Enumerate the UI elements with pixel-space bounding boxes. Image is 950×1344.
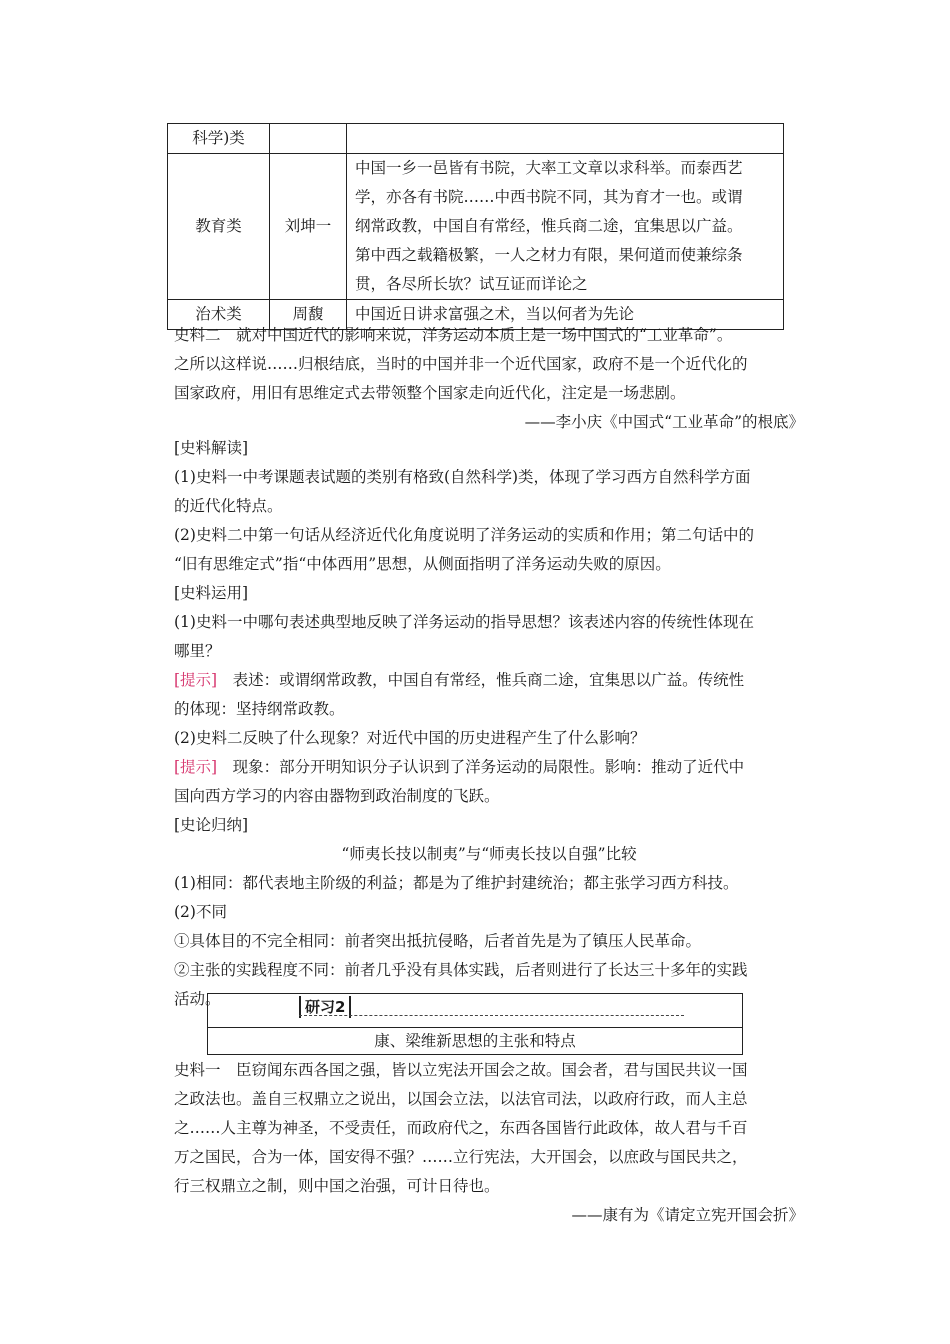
content-cell [347,154,784,300]
content-line: 纲常政教，中国自有常经，惟兵商二途，宜集思以广益。 [355,217,743,235]
paragraph-line: (2)不同 [174,903,227,921]
interpretation-section [174,434,804,579]
category-cell: 治术类 [168,300,270,330]
answer-line: [提示] 现象：部分开明知识分子认识到了洋务运动的局限性。影响：推动了近代中 [174,758,745,776]
paragraph-line: 国家政府，用旧有思维定式去带领整个国家走向近代化，注定是一场悲剧。 [174,384,686,402]
dashed-rule [299,1015,684,1016]
study-tag: 研习2 [299,996,351,1018]
content-line: 贯，各尽所长欤？试互证而详论之 [355,275,588,293]
section-heading: [史料运用] [174,584,249,602]
section-heading: [史论归纳] [174,816,249,834]
paragraph-line: (1)史料一中考课题表试题的类别有格致(自然科学)类，体现了学习西方自然科学方面 [174,468,751,486]
content-line: 学，亦各有书院……中西书院不同，其为育才一也。或谓 [355,188,743,206]
question-line: (2)史料二反映了什么现象？对近代中国的历史进程产生了什么影响？ [174,729,646,747]
paragraph-line: ①具体目的不完全相同：前者突出抵抗侵略，后者首先是为了镇压人民革命。 [174,932,702,950]
paragraph-line: (1)相同：都代表地主阶级的利益；都是为了维护封建统治；都主张学习西方科技。 [174,874,739,892]
paragraph-line: (2)史料二中第一句话从经济近代化角度说明了洋务运动的实质和作用；第二句话中的 [174,526,754,544]
source-citation: ——康有为《请定立宪开国会折》 [571,1206,804,1224]
person-cell: 刘坤一 [270,154,347,300]
content-cell [347,124,784,154]
material-one-kang [174,1056,804,1230]
study-section-box [207,993,743,1055]
paragraph-line: 万之国民，合为一体，国安得不强？……立行宪法，大开国会，以庶政与国民共之， [174,1148,748,1166]
source-citation: ——李小庆《中国式“工业革命”的根底》 [524,413,804,431]
paragraph-line: ②主张的实践程度不同：前者几乎没有具体实践，后者则进行了长达三十多年的实践 [174,961,748,979]
person-cell [270,124,347,154]
category-cell: 教育类 [168,154,270,300]
paragraph-line: 之……人主尊为神圣，不受责任，而政府代之，东西各国皆行此政体，故人君与千百 [174,1119,748,1137]
paragraph-line: 史料一 臣窃闻东西各国之强，皆以立宪法开国会之故。国会者，君与国民共议一国 [174,1061,748,1079]
hint-label: [提示] [174,671,218,689]
material-two [174,321,804,437]
paragraph-line: 行三权鼎立之制，则中国之治强，可计日待也。 [174,1177,500,1195]
answer-line: [提示] 表述：或谓纲常政教，中国自有常经，惟兵商二途，宜集思以广益。传统性 [174,671,745,689]
paragraph-line: 的近代化特点。 [174,497,283,515]
hint-label: [提示] [174,758,218,776]
study-title: 康、梁维新思想的主张和特点 [374,1032,576,1050]
exam-topics-table [167,123,784,330]
section-heading: [史料解读] [174,439,249,457]
content-line: 中国一乡一邑皆有书院，大率工文章以求科举。而泰西艺 [355,159,743,177]
table-row [168,124,784,154]
category-cell: 科学)类 [168,124,270,154]
question-line: (1)史料一中哪句表述典型地反映了洋务运动的指导思想？该表述内容的传统性体现在 [174,613,754,631]
paragraph-line: “旧有思维定式”指“中体西用”思想，从侧面指明了洋务运动失败的原因。 [174,555,671,573]
person-cell: 周馥 [270,300,347,330]
answer-line: 的体现：坚持纲常政教。 [174,700,345,718]
table-row [168,154,784,300]
paragraph-line: 之政法也。盖自三权鼎立之说出，以国会立法，以法官司法，以政府行政，而人主总 [174,1090,748,1108]
summary-section [174,811,804,1014]
content-cell: 中国近日讲求富强之术，当以何者为先论 [347,300,784,330]
paragraph-line: 活动。 [174,990,221,1008]
paragraph-line: 之所以这样说……归根结底，当时的中国并非一个近代国家，政府不是一个近代化的 [174,355,748,373]
comparison-title: “师夷长技以制夷”与“师夷长技以自强”比较 [341,845,637,863]
question-line: 哪里？ [174,642,221,660]
content-line: 第中西之载籍极繁，一人之材力有限，果何道而使兼综条 [355,246,743,264]
answer-line: 国向西方学习的内容由器物到政治制度的飞跃。 [174,787,500,805]
application-section [174,579,804,811]
paragraph-line: 史料二 就对中国近代的影响来说，洋务运动本质上是一场中国式的“工业革命”。 [174,326,733,344]
